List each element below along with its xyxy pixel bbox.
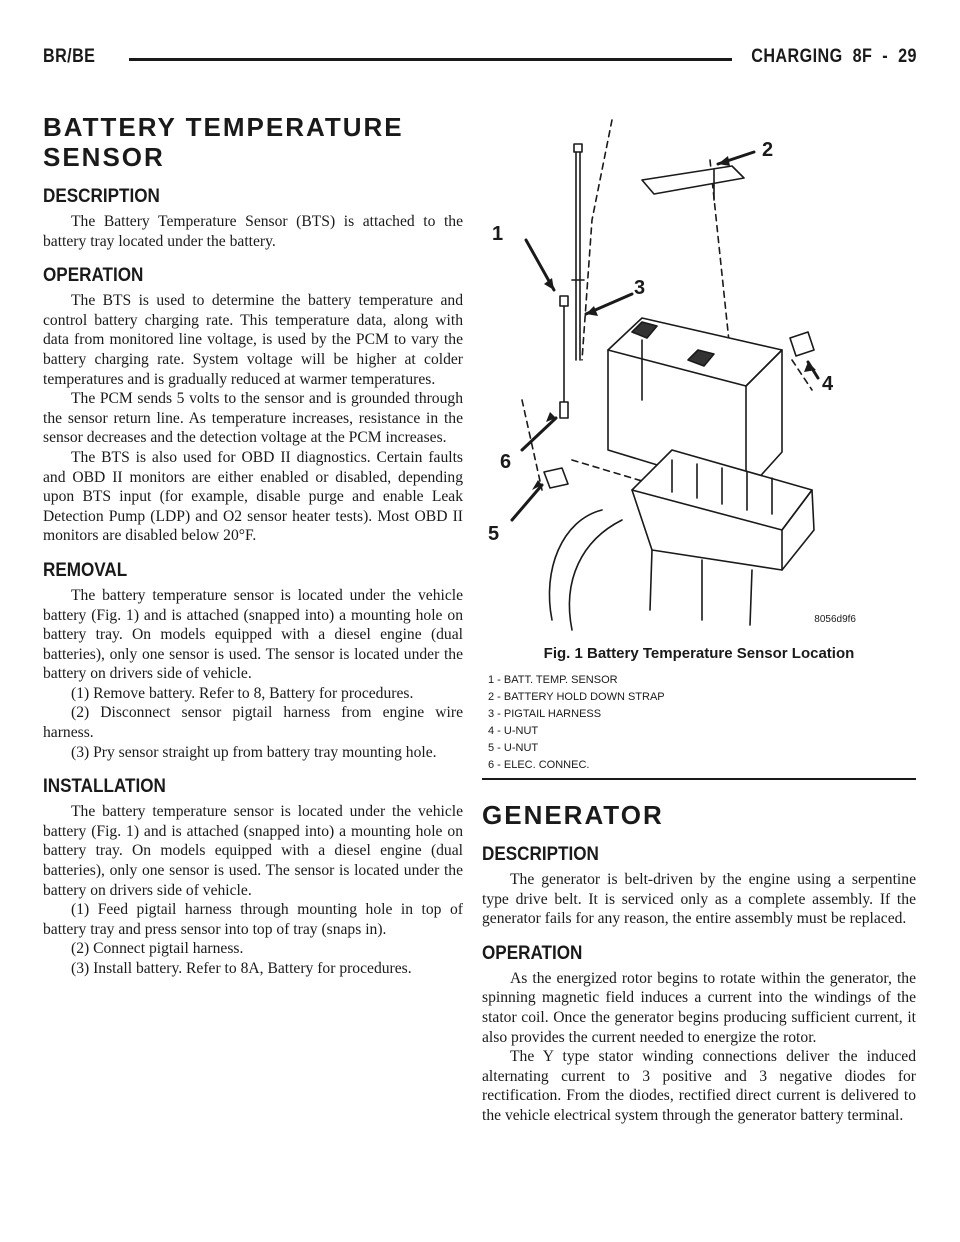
- header-section-page: CHARGING 8F - 29: [751, 46, 917, 67]
- figure-caption: Fig. 1 Battery Temperature Sensor Location: [543, 645, 855, 662]
- generator-operation-p2: The Y type stator winding connections deliver the induced alternating current to 3 positive and 3 negative diodes for rectification. From the diodes, rectified direct current is delivered to the vehicle electrical system through the generator battery terminal.: [482, 1048, 916, 1124]
- callout-2: 2: [762, 139, 774, 161]
- bts-installation-heading: INSTALLATION: [43, 776, 166, 798]
- callout-3: 3: [634, 277, 646, 299]
- bts-removal-step1: (1) Remove battery. Refer to 8, Battery for procedures.: [71, 684, 414, 702]
- header-model: BR/BE: [43, 46, 96, 67]
- figure-code: 8056d9f6: [814, 614, 856, 625]
- legend-item: 3 - PIGTAIL HARNESS: [488, 708, 602, 720]
- figure-rule: [482, 778, 916, 780]
- generator-title: GENERATOR: [482, 800, 664, 830]
- bts-operation-p3: The BTS is also used for OBD II diagnostics. Certain faults and OBD II monitors are either enabled or disabled, depending upon BTS input (for example, disable purge and enable Leak Detection Pump (LDP) and O2 sensor heater tests). Most OBD II monitors are disabled below 20°F.: [43, 448, 463, 545]
- generator-operation-heading: OPERATION: [482, 942, 583, 964]
- bts-removal-step3: (3) Pry sensor straight up from battery tray mounting hole.: [71, 743, 437, 761]
- figure-battery-sensor-location: [482, 100, 916, 645]
- bts-removal-heading: REMOVAL: [43, 559, 128, 581]
- callout-6: 6: [500, 451, 512, 473]
- right-column: [482, 100, 916, 1126]
- bts-installation-step1: (1) Feed pigtail harness through mounting hole in top of battery tray and press sensor into top of tray (snaps in).: [43, 901, 463, 938]
- bts-installation-step3: (3) Install battery. Refer to 8A, Battery for procedures.: [71, 960, 412, 977]
- battery-tray-illustration: [482, 100, 916, 645]
- page-header: [43, 44, 917, 74]
- callout-1: 1: [492, 223, 504, 245]
- callout-5: 5: [488, 523, 500, 545]
- bts-removal-step2: (2) Disconnect sensor pigtail harness from engine wire harness.: [43, 704, 463, 742]
- generator-description-p1: The generator is belt-driven by the engine using a serpentine type drive belt. It is serviced only as a complete assembly. If the generator fails for any reason, the entire assembly must be replaced.: [482, 871, 916, 928]
- bts-installation-step2: (2) Connect pigtail harness.: [71, 940, 244, 958]
- bts-description-p1: The Battery Temperature Sensor (BTS) is attached to the battery tray located under the battery.: [43, 213, 463, 250]
- bts-operation-heading: OPERATION: [43, 265, 144, 287]
- bts-title: BATTERY TEMPERATURE SENSOR: [43, 112, 404, 172]
- legend-item: 5 - U-NUT: [488, 742, 539, 754]
- bts-description-heading: DESCRIPTION: [43, 186, 160, 207]
- figure-legend: [482, 672, 916, 774]
- bts-operation-p1: The BTS is used to determine the battery temperature and control battery charging rate. This temperature data, along with data from monitored line voltage, is used by the PCM to vary the battery charging rate. System voltage will be higher at colder temperatures and is gradually reduced at warmer temperatures.: [43, 292, 463, 388]
- generator-description-heading: DESCRIPTION: [482, 844, 599, 865]
- bts-installation-p1: The battery temperature sensor is located under the vehicle battery (Fig. 1) and is attached (snapped into) a mounting hole on battery tray. On models equipped with a diesel engine (dual batteries), only one sensor is used. The sensor is located under the battery on drivers side of vehicle.: [43, 803, 463, 899]
- left-column: [43, 100, 463, 979]
- legend-item: 6 - ELEC. CONNEC.: [488, 759, 590, 771]
- legend-item: 4 - U-NUT: [488, 725, 539, 737]
- generator-operation-p1: As the energized rotor begins to rotate within the generator, the spinning magnetic field induces a current into the windings of the stator coil. Once the generator begins producing sufficient current, it also provides the current needed to energize the rotor.: [482, 969, 916, 1046]
- header-rule: [129, 58, 732, 61]
- callout-4: 4: [822, 373, 834, 395]
- legend-item: 1 - BATT. TEMP. SENSOR: [488, 674, 618, 686]
- legend-item: 2 - BATTERY HOLD DOWN STRAP: [488, 691, 665, 703]
- bts-removal-p1: The battery temperature sensor is located under the vehicle battery (Fig. 1) and is attached (snapped into) a mounting hole on battery tray. On models equipped with a diesel engine (dual batteries), only one sensor is used. The sensor is located under the battery on drivers side of vehicle.: [43, 586, 463, 683]
- bts-operation-p2: The PCM sends 5 volts to the sensor and is grounded through the sensor return line. As temperature increases, resistance in the sensor decreases and the detection voltage at the PCM increases.: [43, 390, 463, 447]
